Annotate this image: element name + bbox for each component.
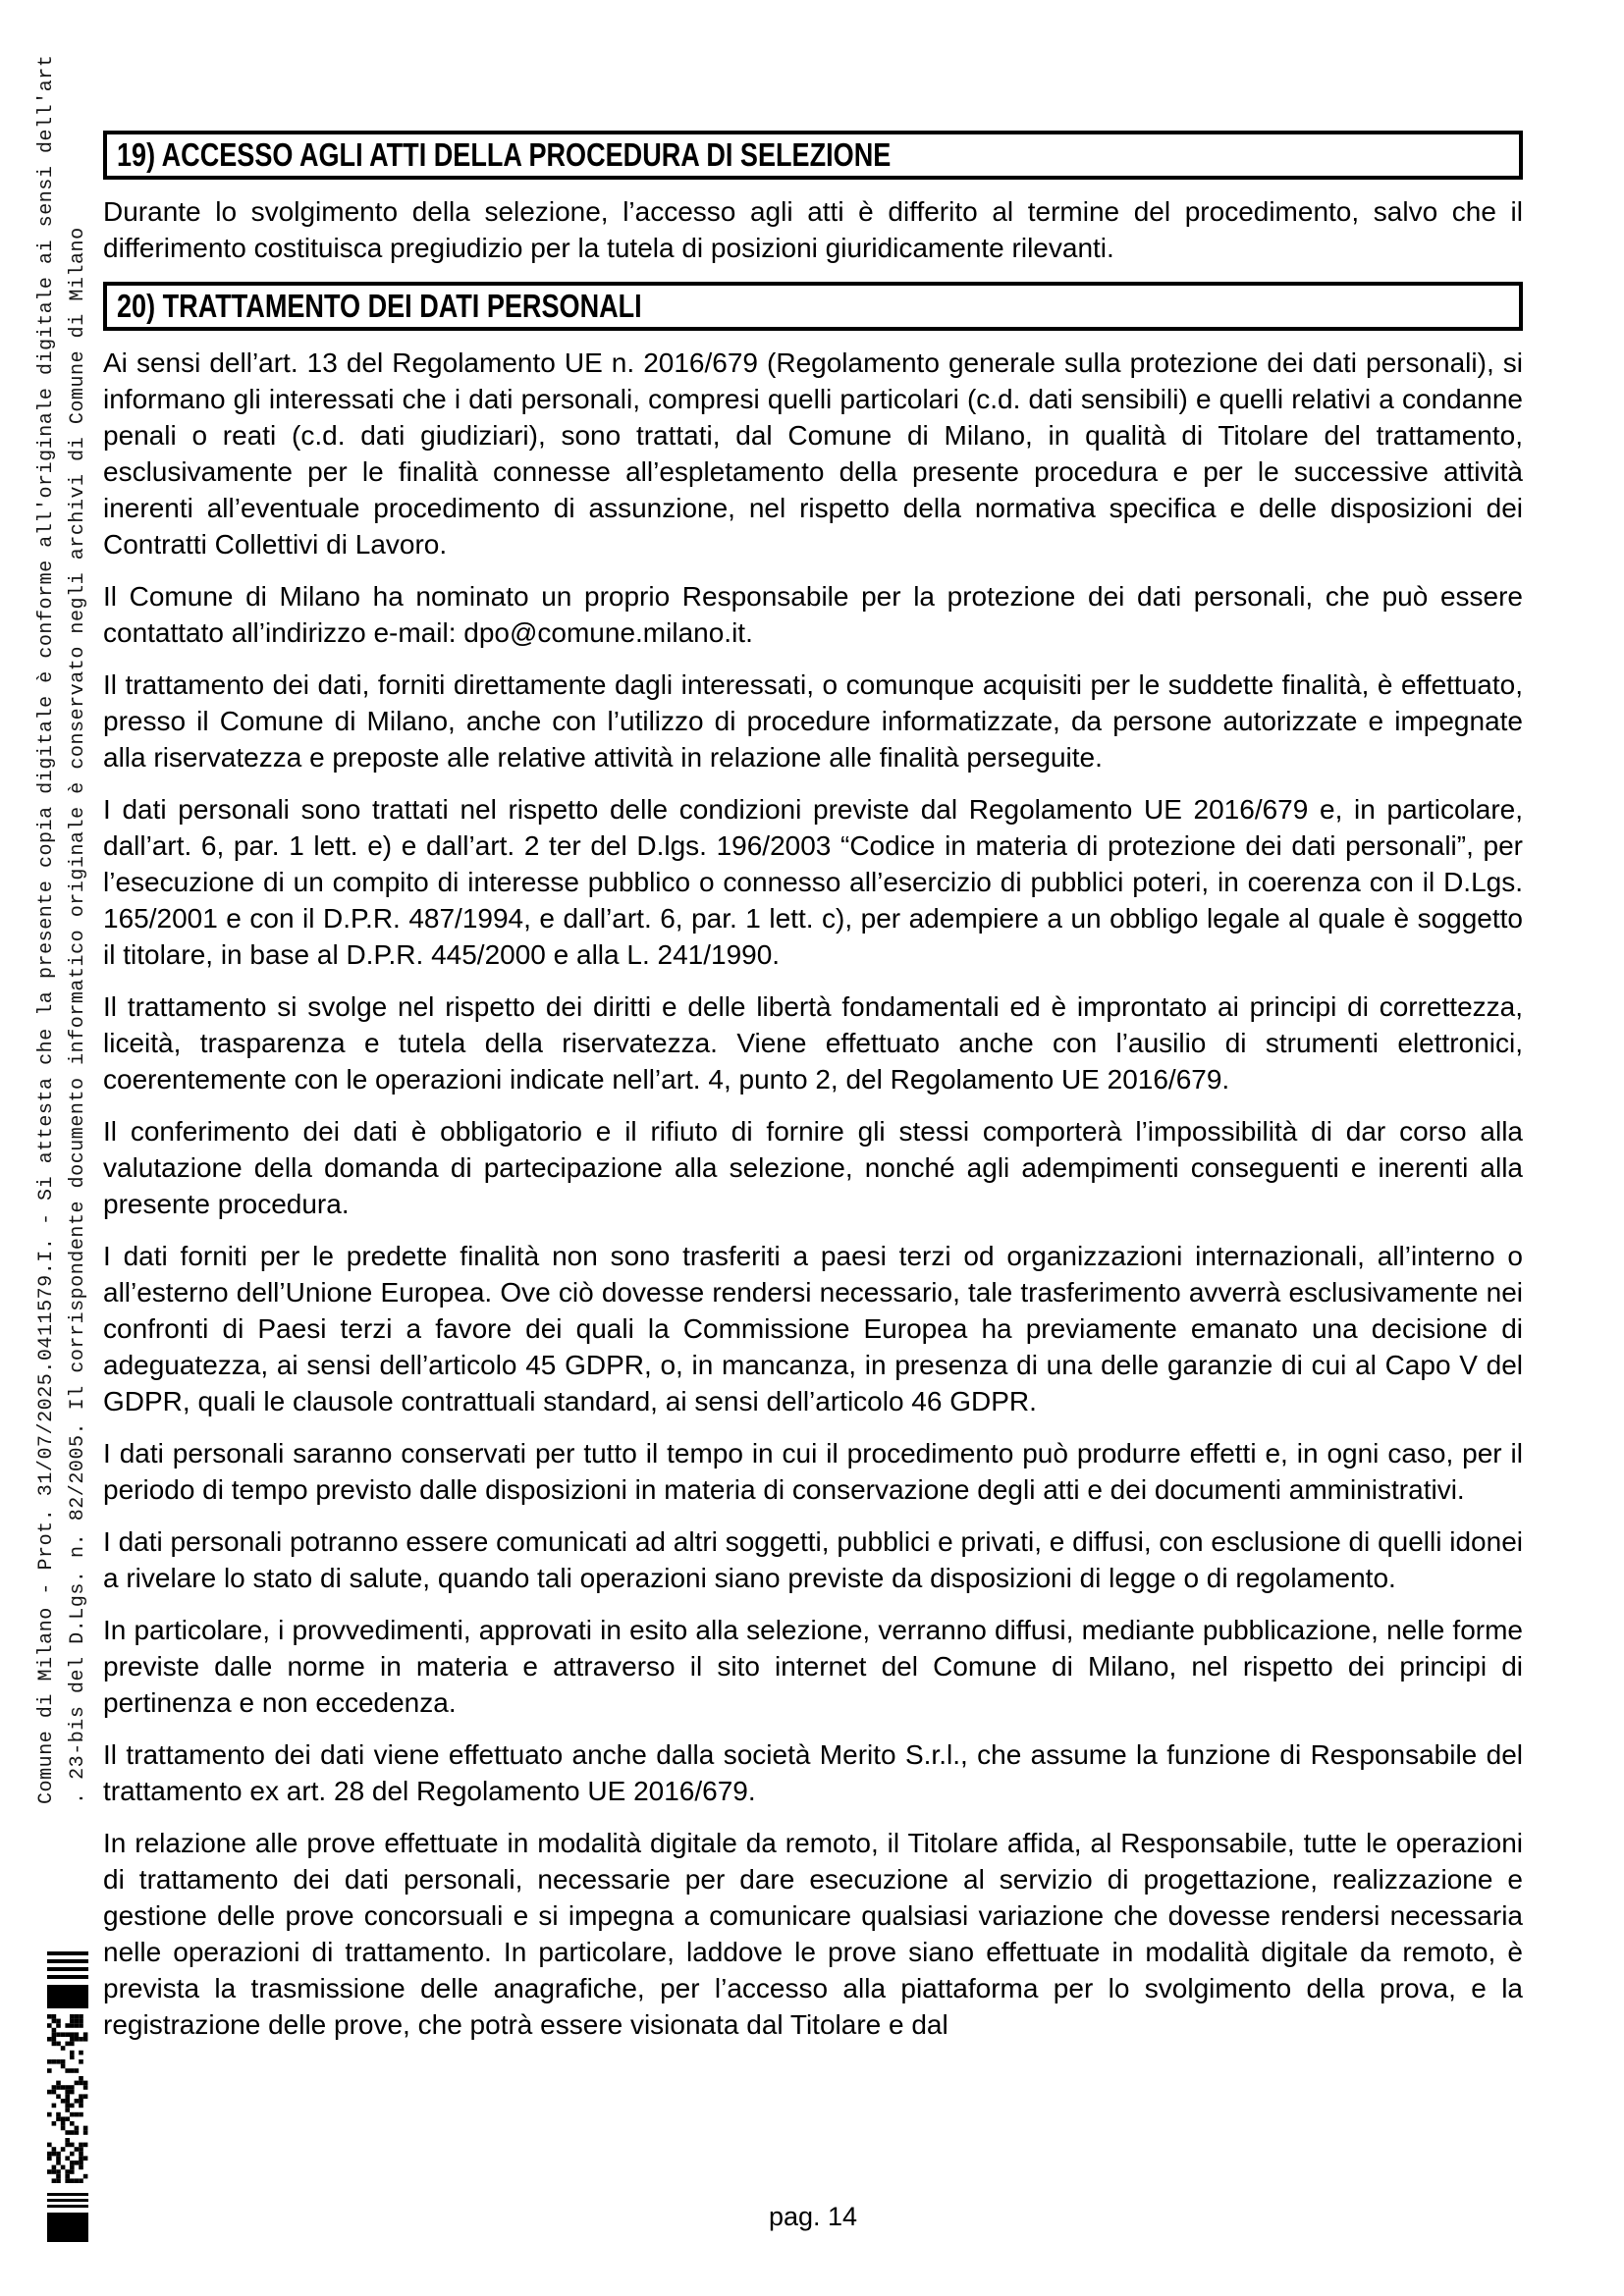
page-number: pag. 14: [768, 2202, 858, 2231]
paragraph-data-transfer: I dati forniti per le predette finalità non sono trasferiti a paesi terzi od organizzazioni internazionali, all’interno o all’esterno dell’Unione Europea. Ove ciò dovesse rendersi necessario, tale trasferimento avverrà esclusivamente nei confronti di Paesi terzi a favore dei quali la Commissione Europea ha previamente emanato una decisione di adeguatezza, ai sensi dell’articolo 45 GDPR, o, in mancanza, in presenza di una delle garanzie di cui al Capo V del GDPR, quali le clausole contrattuali standard, ai sensi dell’articolo 46 GDPR.: [103, 1241, 1523, 1416]
paragraph-dpo-contact: Il Comune di Milano ha nominato un proprio Responsabile per la protezione dei dati personali, che può essere contattato all’indirizzo e-mail: dpo@comune.milano.it.: [103, 581, 1523, 648]
paragraph-access-to-records: Durante lo svolgimento della selezione, l’accesso agli atti è differito al termine del procedimento, salvo che il differimento costituisca pregiudizio per la tutela di posizioni giuridicamente rilevanti.: [103, 196, 1523, 263]
paragraph-gdpr-intro: Ai sensi dell’art. 13 del Regolamento UE n. 2016/679 (Regolamento generale sulla protezione dei dati personali), si informano gli interessati che i dati personali, compresi quelli particolari (c.d. dati sensibili) e quelli relativi a condanne penali o reati (c.d. dati giudiziari), sono trattati, dal Comune di Milano, in qualità di Titolare del trattamento, esclusivamente per le finalità connesse all’espletamento della presente procedura e per le successive attività inerenti all’eventuale procedimento di assunzione, nel rispetto della normativa specifica e delle disposizioni dei Contratti Collettivi di Lavoro.: [103, 347, 1523, 560]
paragraph-retention: I dati personali saranno conservati per tutto il tempo in cui il procedimento può produrre effetti e, in ogni caso, per il periodo di tempo previsto dalle disposizioni in materia di conservazione degli atti e dei documenti amministrativi.: [103, 1438, 1523, 1505]
section-20-heading-box: [103, 282, 1523, 331]
paragraph-communication: I dati personali potranno essere comunicati ad altri soggetti, pubblici e privati, e diffusi, con esclusione di quelli idonei a rivelare lo stato di salute, quando tali operazioni siano previste da disposizioni di legge o di regolamento.: [103, 1526, 1523, 1593]
paragraph-mandatory-data: Il conferimento dei dati è obbligatorio e il rifiuto di fornire gli stessi comporterà l’impossibilità di dar corso alla valutazione della domanda di partecipazione alla selezione, nonché agli adempimenti conseguenti e inerenti alla presente procedura.: [103, 1116, 1523, 1219]
paragraph-merito-processor: Il trattamento dei dati viene effettuato anche dalla società Merito S.r.l., che assume la funzione di Responsabile del trattamento ex art. 28 del Regolamento UE 2016/679.: [103, 1739, 1523, 1806]
paragraph-legal-basis: I dati personali sono trattati nel rispetto delle condizioni previste dal Regolamento UE 2016/679 e, in particolare, dall’art. 6, par. 1 lett. e) e dall’art. 2 ter del D.lgs. 196/2003 “Codice in materia di protezione dei dati personali”, per l’esecuzione di un compito di interesse pubblico o connesso all’esercizio di pubblici poteri, in coerenza con il D.Lgs. 165/2001 e con il D.P.R. 487/1994, e dall’art. 6, par. 1 lett. c), per adempiere a un obbligo legale al quale è soggetto il titolare, in base al D.P.R. 445/2000 e alla L. 241/1990.: [103, 794, 1523, 970]
document-body: [103, 131, 1523, 2058]
protocol-stamp-line-2: . 23-bis del D.Lgs. n. 82/2005. Il corrispondente documento informatico originale è conservato negli archivi di Comune di Milano: [67, 227, 89, 1804]
datamatrix-barcode: [47, 1951, 88, 2246]
section-19-heading: 19) ACCESSO AGLI ATTI DELLA PROCEDURA DI SELEZIONE: [117, 136, 892, 173]
paragraph-processing-method: Il trattamento dei dati, forniti direttamente dagli interessati, o comunque acquisiti per le suddette finalità, è effettuato, presso il Comune di Milano, anche con l’utilizzo di procedure informatizzate, da persone autorizzate e impegnate alla riservatezza e preposte alle relative attività in relazione alle finalità perseguite.: [103, 669, 1523, 773]
section-19-heading-box: [103, 131, 1523, 180]
paragraph-processing-principles: Il trattamento si svolge nel rispetto dei diritti e delle libertà fondamentali ed è improntato ai principi di correttezza, liceità, trasparenza e tutela della riservatezza. Viene effettuato anche con l’ausilio di strumenti elettronici, coerentemente con le operazioni indicate nell’art. 4, punto 2, del Regolamento UE 2016/679.: [103, 991, 1523, 1095]
section-20-heading: 20) TRATTAMENTO DEI DATI PERSONALI: [117, 288, 642, 324]
paragraph-publication: In particolare, i provvedimenti, approvati in esito alla selezione, verranno diffusi, mediante pubblicazione, nelle forme previste dalle norme in materia e attraverso il sito internet del Comune di Milano, nel rispetto dei principi di pertinenza e non eccedenza.: [103, 1615, 1523, 1718]
paragraph-remote-tests: In relazione alle prove effettuate in modalità digitale da remoto, il Titolare affida, al Responsabile, tutte le operazioni di trattamento dei dati personali, necessarie per dare esecuzione al servizio di progettazione, realizzazione e gestione delle prove concorsuali e si impegna a comunicare qualsiasi variazione che dovesse rendersi necessaria nelle operazioni di trattamento. In particolare, laddove le prove siano effettuate in modalità digitale da remoto, è prevista la trasmissione delle anagrafiche, per l’accesso alla piattaforma per lo svolgimento della prova, e la registrazione delle prove, che potrà essere visionata dal Titolare e dal: [103, 1828, 1523, 2040]
protocol-stamp-line-1: Comune di Milano - Prot. 31/07/2025.0411579.I. - Si attesta che la presente copia digitale è conforme all'originale digitale ai sensi dell'art: [35, 54, 58, 1804]
